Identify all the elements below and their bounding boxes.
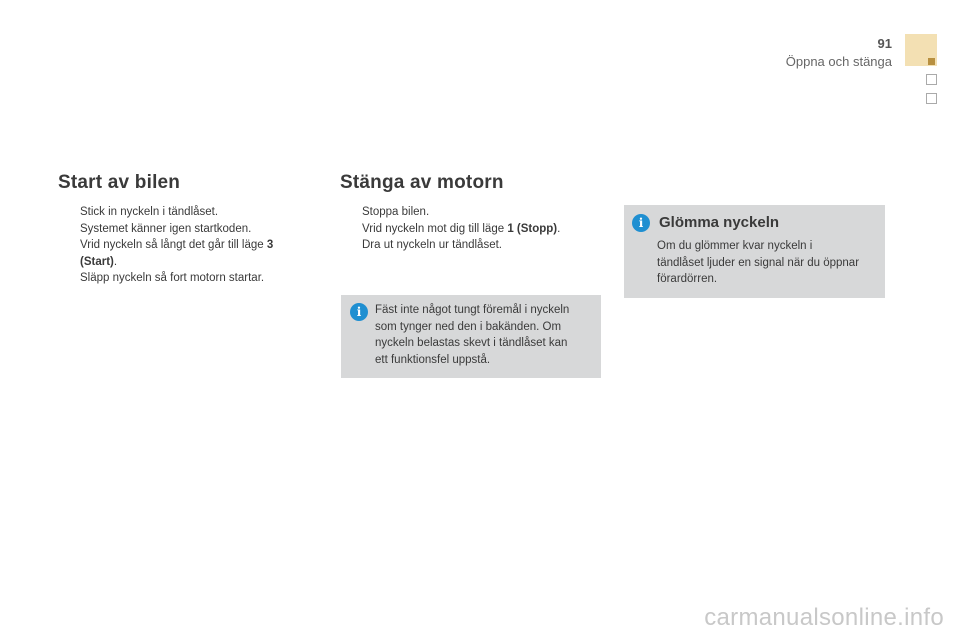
list-item — [58, 270, 308, 287]
list-item — [340, 204, 610, 221]
chapter-tab-dot — [928, 58, 935, 65]
list-item — [340, 237, 610, 254]
step-text: Vrid nyckeln så långt det går till läge 3 — [80, 239, 274, 251]
page-number: 91 — [877, 36, 892, 51]
stop-heading: Stänga av motorn — [340, 172, 504, 193]
step-text: Dra ut nyckeln ur tändlåset. — [362, 239, 502, 251]
step-text: (Start). — [80, 255, 118, 268]
step-text: Stick in nyckeln i tändlåset. — [80, 206, 219, 218]
chapter-square-2 — [926, 93, 937, 104]
stop-steps-list — [340, 204, 610, 254]
info-icon: i — [350, 303, 368, 321]
start-steps-list — [58, 204, 308, 287]
stop-info-text: Fäst inte något tungt föremål i nyckeln som tynger ned den i bakänden. Om nyckeln belastas skevt i tändlåset kan ett funktionsfel uppstå. — [375, 304, 570, 366]
chapter-title: Öppna och stänga — [785, 54, 892, 69]
step-text: Släpp nyckeln så fort motorn startar. — [80, 272, 265, 284]
watermark: carmanualsonline.info — [704, 604, 944, 631]
forget-key-text: Om du glömmer kvar nyckeln i tändlåset ljuder en signal när du öppnar förardörren. — [657, 240, 860, 285]
list-item — [58, 237, 308, 270]
forget-key-title: Glömma nyckeln — [659, 214, 780, 231]
chapter-square-1 — [926, 74, 937, 85]
list-item — [340, 221, 610, 238]
list-item — [58, 204, 308, 237]
step-text: Systemet känner igen startkoden. — [80, 222, 252, 235]
step-text: Vrid nyckeln mot dig till läge 1 (Stopp). — [362, 222, 561, 235]
step-text: Stoppa bilen. — [362, 206, 430, 218]
info-icon: i — [632, 214, 650, 232]
start-heading: Start av bilen — [58, 172, 181, 193]
stop-info-box — [341, 295, 601, 378]
forget-key-box — [624, 205, 885, 298]
